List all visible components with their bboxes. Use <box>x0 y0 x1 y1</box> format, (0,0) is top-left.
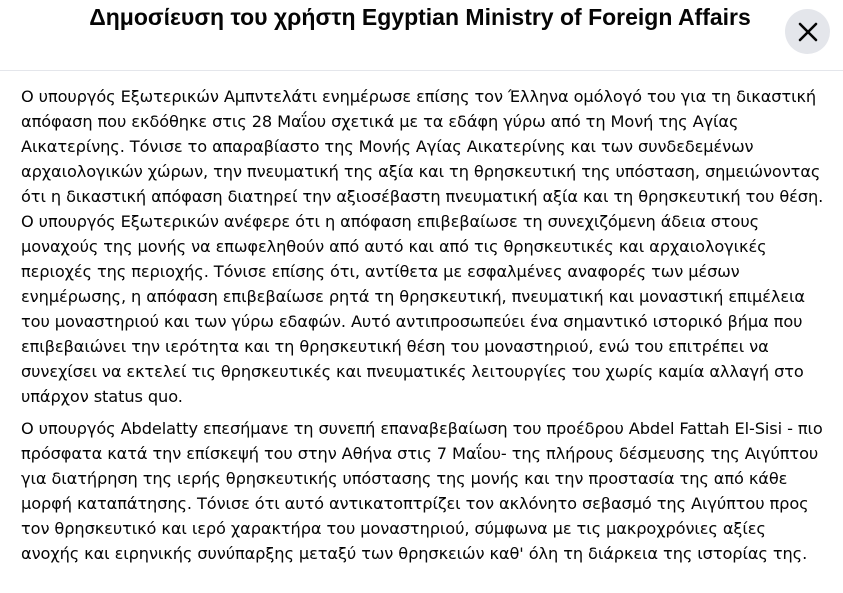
post-paragraph: Ο υπουργός Εξωτερικών Αμπντελάτι ενημέρωσε επίσης τον Έλληνα ομόλογό του για τη δικαστική απόφαση που εκδόθηκε στις 28 Μαΐου σχετικά με τα εδάφη γύρω από τη Μονή της Αγίας Αικατερίνης. Τόνισε το απαραβίαστο της Μονής Αγίας Αικατερίνης και των συνδεδεμένων αρχαιολογικών χώρων, την πνευματική της αξία και τη θρησκευτική της υπόσταση, σημειώνοντας ότι η δικαστική απόφαση διατηρεί την αξιοσέβαστη πνευματική αξία και τη θρησκευτική του θέση. Ο υπουργός Εξωτερικών ανέφερε ότι η απόφαση επιβεβαίωσε τη συνεχιζόμενη άδεια στους μοναχούς της μονής να επωφεληθούν από αυτό και από τις θρησκευτικές και αρχαιολογικές περιοχές της περιοχής. Τόνισε επίσης ότι, αντίθετα με εσφαλμένες αναφορές των μέσων ενημέρωσης, η απόφαση επιβεβαίωσε ρητά τη θρησκευτική, πνευματική και μοναστική επιμέλεια του μοναστηριού και των γύρω εδαφών. Αυτό αντιπροσωπεύει ένα σημαντικό ιστορικό βήμα που επιβεβαιώνει την ιερότητα και τη θρησκευτική θέση του μοναστηριού, ενώ του επιτρέπει να συνεχίσει να εκτελεί τις θρησκευτικές και πνευματικές λειτουργίες του χωρίς καμία αλλαγή στο υπάρχον status quo. <box>21 87 824 406</box>
close-button[interactable] <box>785 9 830 54</box>
dialog-header <box>0 0 843 71</box>
post-paragraph: Ο υπουργός Abdelatty επεσήμανε τη συνεπή επαναβεβαίωση του προέδρου Abdel Fattah El-Sisi - πιο πρόσφατα κατά την επίσκεψή του στην Αθήνα στις 7 Μαΐου- της πλήρους δέσμευσης της Αιγύπτου για διατήρηση της ιερής θρησκευτικής υπόστασης της μονής και την προστασία της από κάθε μορφή καταπάτησης. Τόνισε ότι αυτό αντικατοπτρίζει τον ακλόνητο σεβασμό της Αιγύπτου προς τον θρησκευτικό και ιερό χαρακτήρα του μοναστηριού, σύμφωνα με τις μακροχρόνιες αξίες ανοχής και ειρηνικής συνύπαρξης μεταξύ των θρησκειών καθ' όλη τη διάρκεια της ιστορίας της. <box>21 419 823 563</box>
close-icon <box>797 21 819 43</box>
dialog-title: Δημοσίευση του χρήστη Egyptian Ministry of Foreign Affairs <box>89 4 751 30</box>
post-content <box>0 71 843 593</box>
